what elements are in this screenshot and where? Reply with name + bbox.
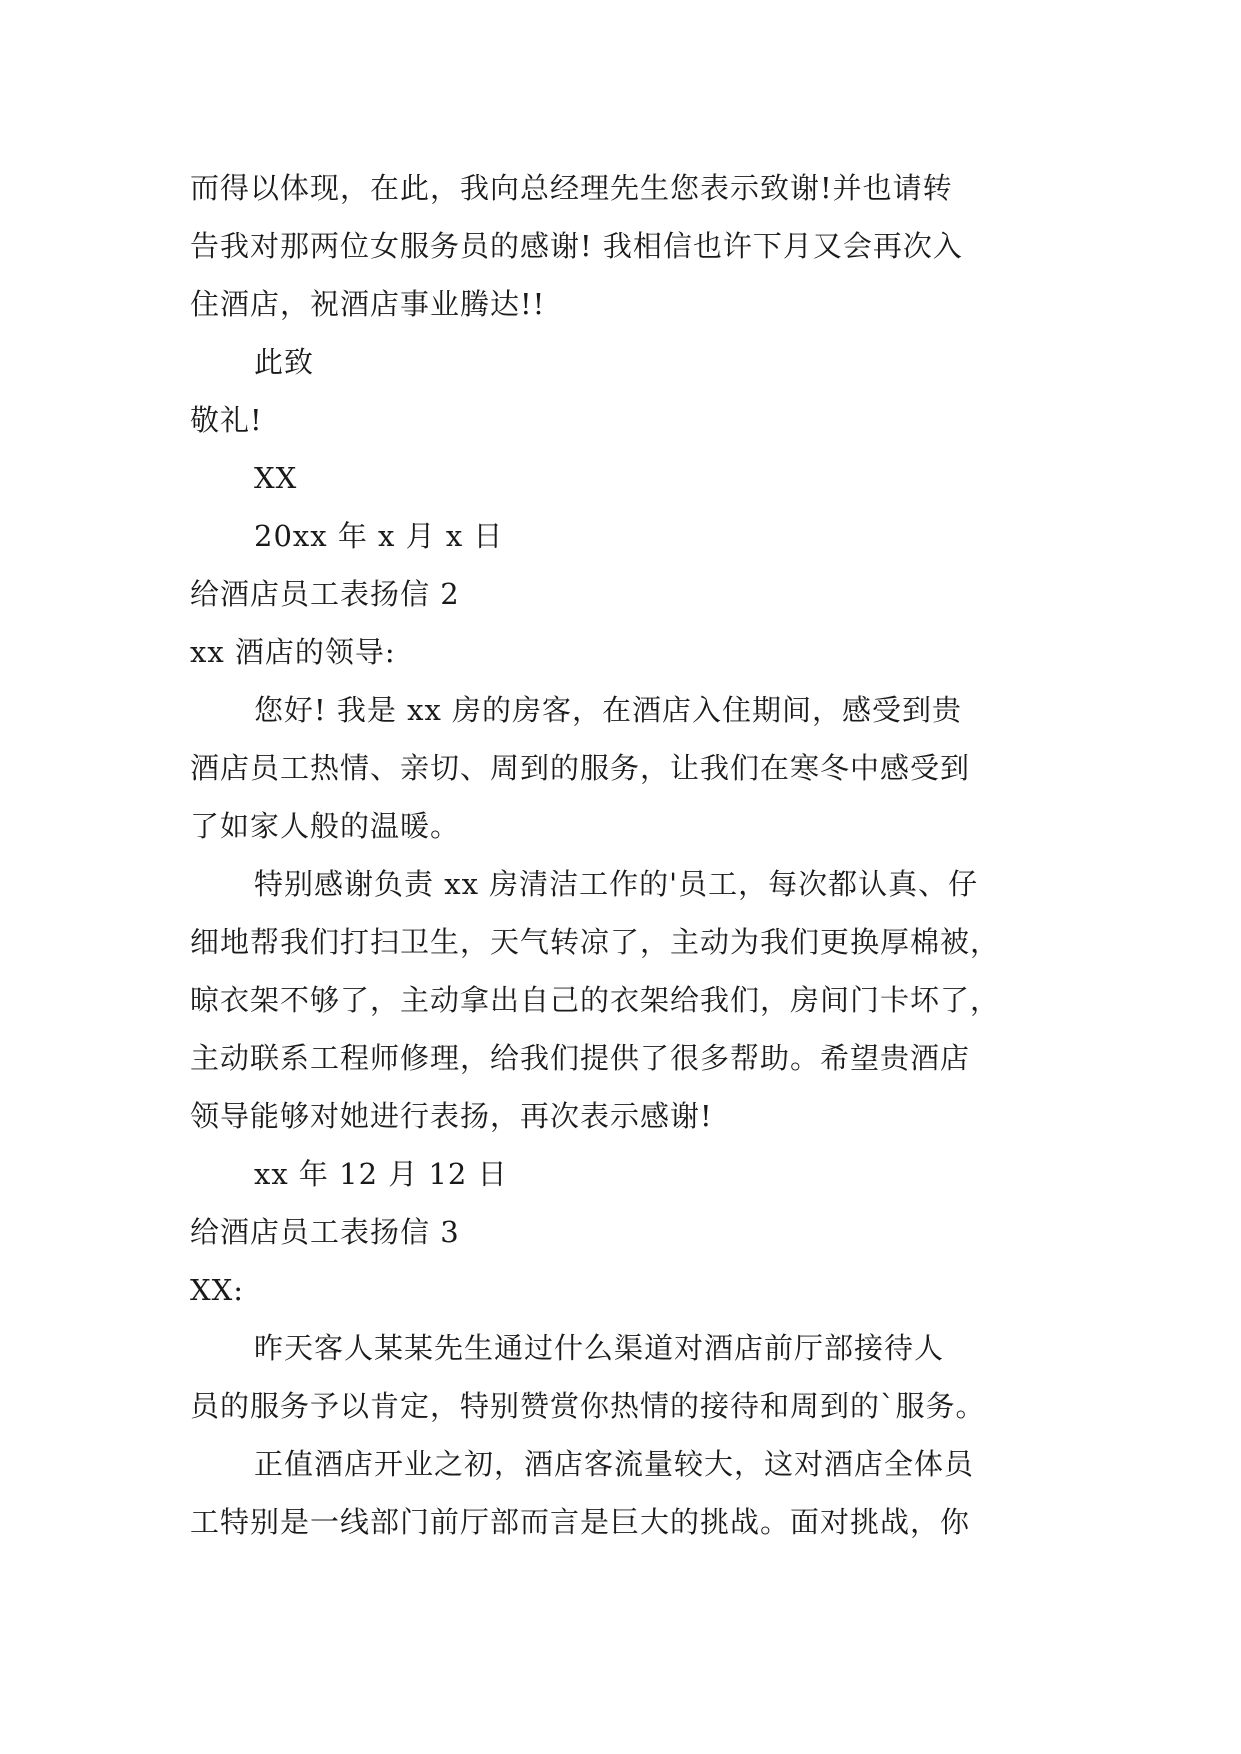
paragraph-line: 晾衣架不够了，主动拿出自己的衣架给我们，房间门卡坏了，: [190, 983, 1001, 1017]
paragraph-line: 正值酒店开业之初，酒店客流量较大，这对酒店全体员: [254, 1447, 975, 1481]
paragraph-line: 特别感谢负责 xx 房清洁工作的'员工，每次都认真、仔: [254, 867, 979, 901]
paragraph-line: 告我对那两位女服务员的感谢! 我相信也许下月又会再次入: [190, 229, 963, 263]
letter-title: 给酒店员工表扬信 2: [190, 577, 460, 611]
paragraph-line: 工特别是一线部门前厅部而言是巨大的挑战。面对挑战，你: [190, 1505, 971, 1539]
letter-greeting: XX:: [190, 1273, 245, 1307]
closing-salutation: 此致: [254, 345, 315, 379]
letter-greeting: xx 酒店的领导:: [190, 635, 396, 669]
paragraph-line: 酒店员工热情、亲切、周到的服务，让我们在寒冬中感受到: [190, 751, 971, 785]
signature-name: XX: [254, 461, 298, 495]
paragraph-line: 您好! 我是 xx 房的房客，在酒店入住期间，感受到贵: [254, 693, 963, 727]
paragraph-line: 主动联系工程师修理，给我们提供了很多帮助。希望贵酒店: [190, 1041, 971, 1075]
paragraph-line: 昨天客人某某先生通过什么渠道对酒店前厅部接待人: [254, 1331, 945, 1365]
paragraph-line: 领导能够对她进行表扬，再次表示感谢!: [190, 1099, 713, 1133]
paragraph-line: 细地帮我们打扫卫生，天气转凉了，主动为我们更换厚棉被，: [190, 925, 1001, 959]
paragraph-line: 住酒店，祝酒店事业腾达!!: [190, 287, 546, 321]
letter-title: 给酒店员工表扬信 3: [190, 1215, 460, 1249]
paragraph-line: 员的服务予以肯定，特别赞赏你热情的接待和周到的`服务。: [190, 1389, 986, 1423]
signature-date: 20xx 年 x 月 x 日: [254, 519, 504, 553]
paragraph-line: 了如家人般的温暖。: [190, 809, 461, 843]
paragraph-line: 而得以体现，在此，我向总经理先生您表示致谢!并也请转: [190, 171, 953, 205]
closing-regards: 敬礼!: [190, 403, 263, 437]
signature-date: xx 年 12 月 12 日: [254, 1157, 508, 1191]
